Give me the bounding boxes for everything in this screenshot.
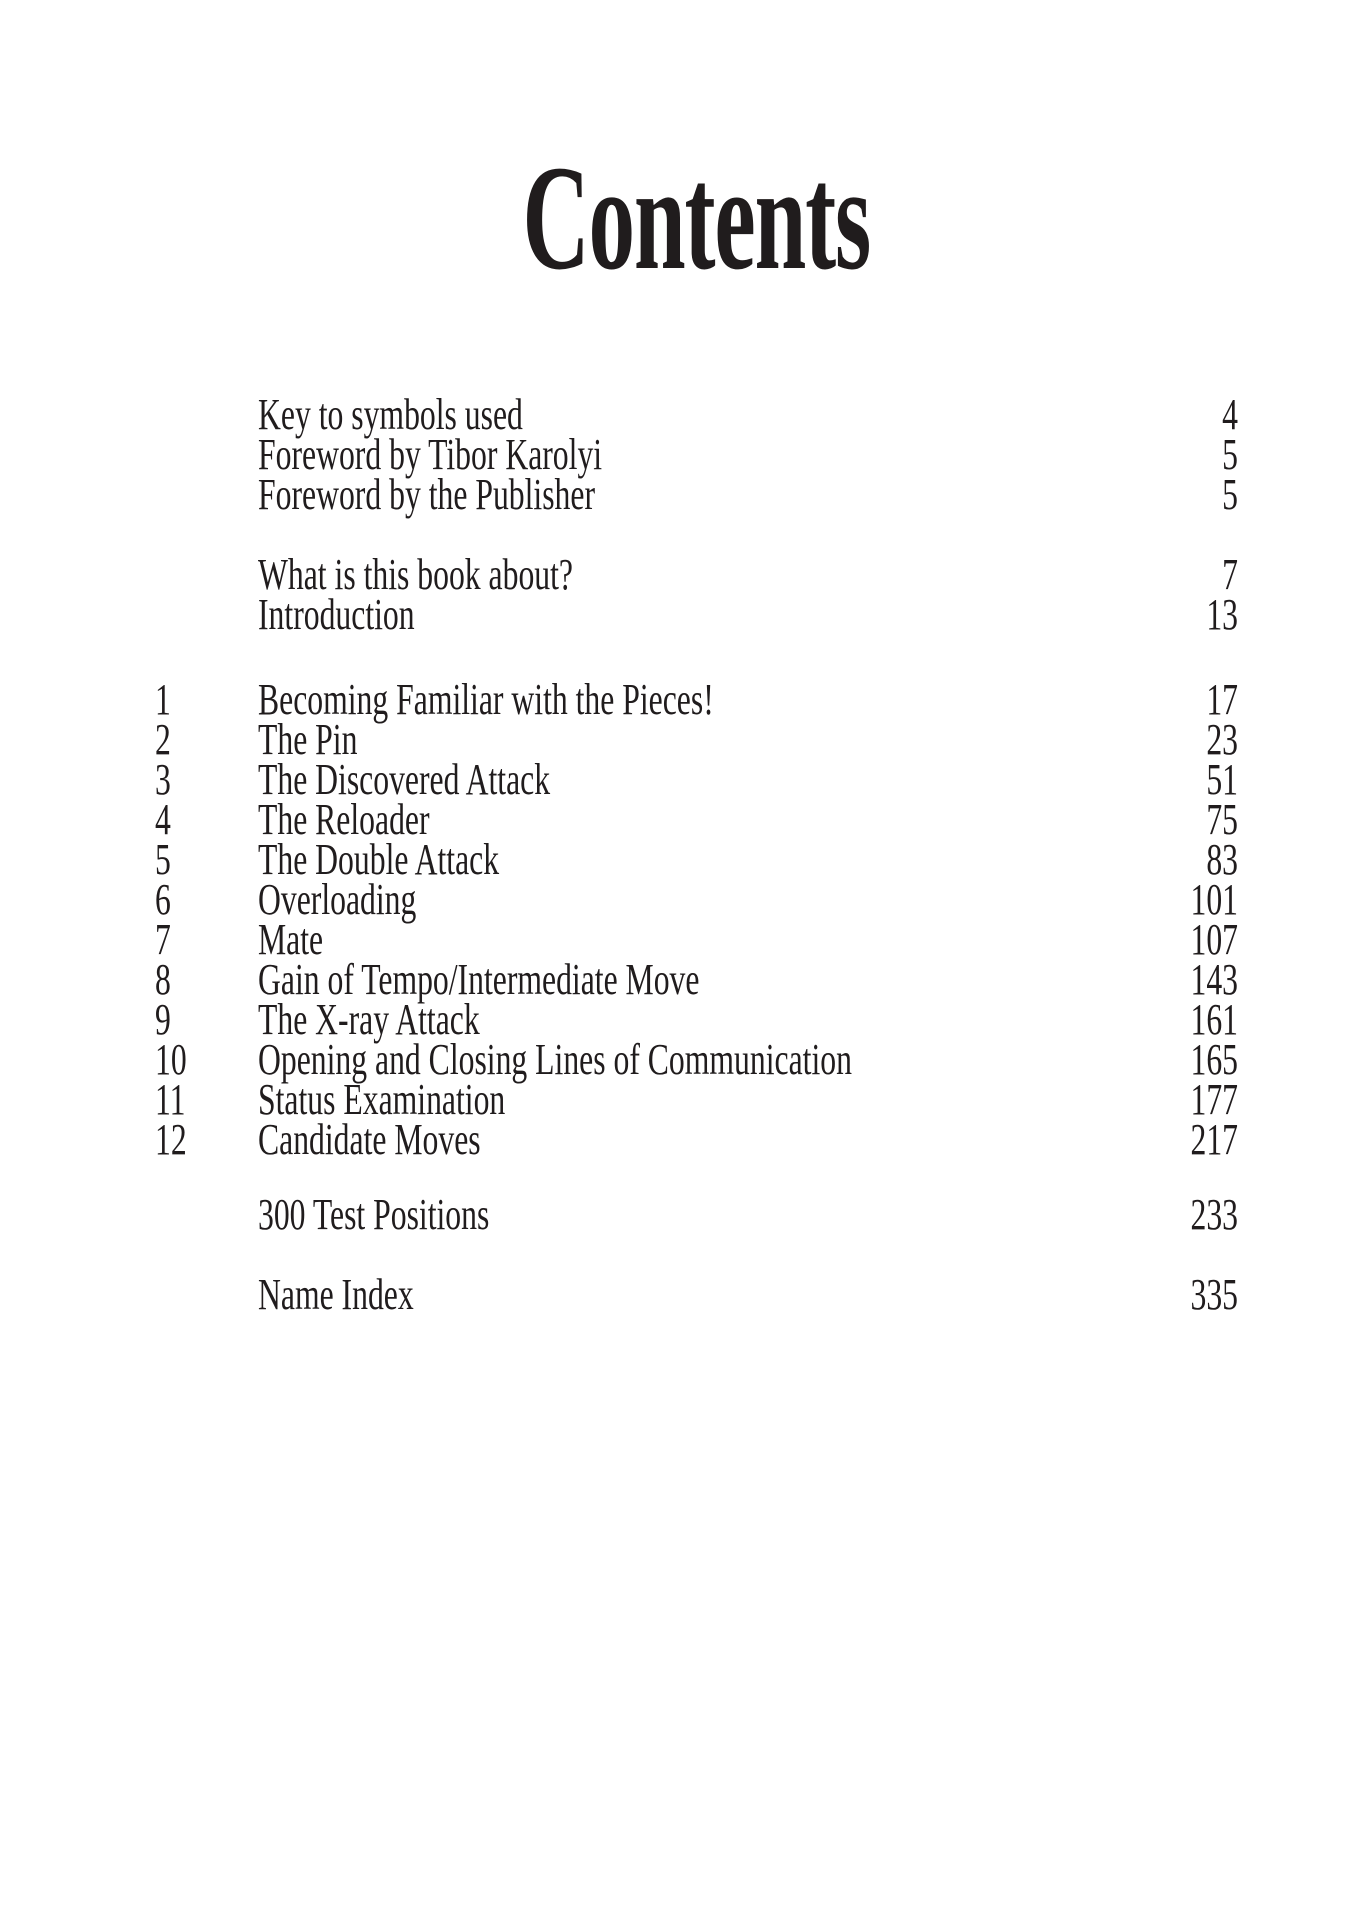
toc-chapter-number: 5 — [155, 835, 171, 884]
toc-row — [155, 590, 1238, 639]
toc-chapter-number — [155, 595, 258, 635]
toc-page-number: 233 — [1190, 1190, 1238, 1239]
toc-row — [155, 1190, 1238, 1239]
toc-row — [155, 795, 1238, 844]
toc-chapter-number: 8 — [155, 955, 171, 1004]
spacer — [155, 515, 1238, 555]
toc-page-number: 165 — [1190, 1035, 1238, 1084]
toc-entry-title: Gain of Tempo/Intermediate Move — [258, 955, 700, 1004]
toc-page-number: 143 — [1190, 955, 1238, 1004]
page-title-text: Contents — [522, 135, 871, 301]
spacer — [155, 635, 1238, 680]
toc-row — [155, 1075, 1238, 1124]
toc-row — [155, 430, 1238, 479]
toc-page-number: 7 — [1222, 550, 1238, 599]
toc-chapter-number — [155, 475, 258, 515]
toc-entry-title: Overloading — [258, 875, 417, 924]
toc-entry-title: 300 Test Positions — [258, 1190, 490, 1239]
toc-entry-title: Candidate Moves — [258, 1115, 481, 1164]
toc-page-number: 5 — [1222, 430, 1238, 479]
toc-entry-title: The Reloader — [258, 795, 430, 844]
toc-chapter-number: 3 — [155, 755, 171, 804]
toc-page-number: 75 — [1206, 795, 1238, 844]
toc-chapter-number — [155, 395, 258, 435]
toc-row — [155, 1035, 1238, 1084]
toc-page-number: 23 — [1206, 715, 1238, 764]
toc-entry-title: Foreword by the Publisher — [258, 470, 596, 519]
toc-chapter-number — [155, 1275, 258, 1315]
toc-entry-title: The X-ray Attack — [258, 995, 480, 1044]
toc-entry-title: Foreword by Tibor Karolyi — [258, 430, 603, 479]
toc-row — [155, 875, 1238, 924]
toc-page-number: 13 — [1206, 590, 1238, 639]
toc-page-number: 177 — [1190, 1075, 1238, 1124]
toc-page-number: 83 — [1206, 835, 1238, 884]
page-title — [155, 135, 1238, 301]
toc-row — [155, 995, 1238, 1044]
toc-entry-title: Name Index — [258, 1270, 414, 1319]
toc-entry-title: Status Examination — [258, 1075, 506, 1124]
toc-chapter-number: 11 — [155, 1075, 186, 1124]
toc-entry-title: What is this book about? — [258, 550, 573, 599]
toc-chapters-group — [155, 675, 1238, 1164]
toc-row — [155, 835, 1238, 884]
toc-front-matter-group — [155, 390, 1238, 519]
toc-row — [155, 955, 1238, 1004]
toc-entry-title: Mate — [258, 915, 324, 964]
toc-entry-title: The Double Attack — [258, 835, 500, 884]
toc-page-number: 51 — [1206, 755, 1238, 804]
toc-page-number: 161 — [1190, 995, 1238, 1044]
toc-page-number: 17 — [1206, 675, 1238, 724]
toc-entry-title: Becoming Familiar with the Pieces! — [258, 675, 714, 724]
toc-row — [155, 715, 1238, 764]
toc-page-number: 101 — [1190, 875, 1238, 924]
toc-chapter-number: 7 — [155, 915, 171, 964]
toc-page-number: 335 — [1190, 1270, 1238, 1319]
toc-chapter-number — [155, 1195, 258, 1235]
toc-row — [155, 1270, 1238, 1319]
toc-entry-title: Opening and Closing Lines of Communication — [258, 1035, 852, 1084]
toc-entry-title: The Discovered Attack — [258, 755, 551, 804]
table-of-contents — [155, 390, 1238, 1319]
toc-chapter-number — [155, 555, 258, 595]
toc-chapter-number: 1 — [155, 675, 171, 724]
toc-row — [155, 390, 1238, 439]
toc-entry-title: Key to symbols used — [258, 390, 523, 439]
toc-chapter-number: 2 — [155, 715, 171, 764]
toc-page-number: 107 — [1190, 915, 1238, 964]
toc-entry-title: The Pin — [258, 715, 358, 764]
toc-chapter-number: 12 — [155, 1115, 187, 1164]
toc-row — [155, 915, 1238, 964]
toc-chapter-number: 9 — [155, 995, 171, 1044]
toc-back-matter-group — [155, 1190, 1238, 1319]
toc-row — [155, 470, 1238, 519]
toc-page-number: 4 — [1222, 390, 1238, 439]
toc-row — [155, 1115, 1238, 1164]
toc-chapter-number — [155, 435, 258, 475]
toc-page-number: 217 — [1190, 1115, 1238, 1164]
toc-page-number: 5 — [1222, 470, 1238, 519]
toc-row — [155, 755, 1238, 804]
toc-intro-group — [155, 550, 1238, 639]
toc-entry-title: Introduction — [258, 590, 415, 639]
toc-chapter-number: 4 — [155, 795, 171, 844]
toc-row — [155, 675, 1238, 724]
toc-row — [155, 550, 1238, 599]
toc-chapter-number: 6 — [155, 875, 171, 924]
toc-chapter-number: 10 — [155, 1035, 187, 1084]
